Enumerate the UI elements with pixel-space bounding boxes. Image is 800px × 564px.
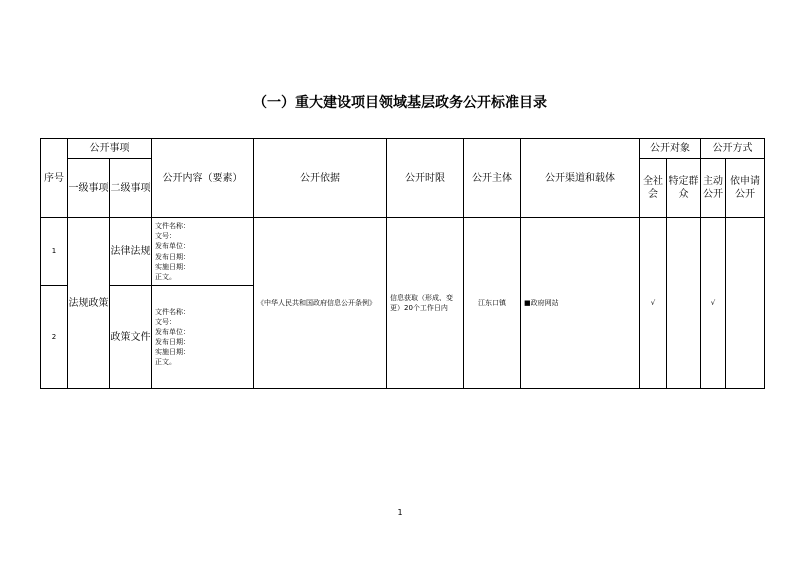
disclosure-catalog-table <box>40 138 765 389</box>
header-audience-all: 全社会 <box>640 159 667 218</box>
content-line: 正文。 <box>155 358 176 367</box>
row-time-limit: 信息获取（形成、变更）20个工作日内 <box>387 218 464 389</box>
header-method: 公开方式 <box>701 139 765 159</box>
content-line: 实施日期： <box>155 262 190 271</box>
header-level1: 一级事项 <box>68 159 110 218</box>
content-line: 发布单位： <box>155 327 190 336</box>
row-seq: 1 <box>41 218 68 286</box>
row-level2: 政策文件 <box>110 286 152 389</box>
row-level2: 法律法规 <box>110 218 152 286</box>
content-line: 文号： <box>155 232 176 241</box>
row-audience-specific <box>667 218 701 389</box>
content-lines <box>155 221 253 282</box>
header-content: 公开内容（要素） <box>152 139 254 218</box>
page-number: 1 <box>397 508 403 517</box>
header-method-request: 依申请公开 <box>726 159 765 218</box>
content-lines <box>155 307 253 368</box>
header-method-active: 主动公开 <box>701 159 726 218</box>
header-audience: 公开对象 <box>640 139 701 159</box>
content-line: 发布单位： <box>155 242 190 251</box>
row-level1: 法规政策 <box>68 218 110 389</box>
content-line: 实施日期： <box>155 348 190 357</box>
header-seq: 序号 <box>41 139 68 218</box>
row-seq: 2 <box>41 286 68 389</box>
content-line: 文件名称： <box>155 307 190 316</box>
content-line: 文件名称： <box>155 222 190 231</box>
header-audience-specific: 特定群众 <box>667 159 701 218</box>
row-subject: 江东口镇 <box>464 218 521 389</box>
page-title: （一）重大建设项目领域基层政务公开标准目录 <box>253 95 547 111</box>
row-audience-all: √ <box>640 218 667 389</box>
content-line: 发布日期： <box>155 252 190 261</box>
content-line: 文号： <box>155 317 176 326</box>
header-basis: 公开依据 <box>254 139 387 218</box>
row-channel: ■政府网站 <box>521 218 640 389</box>
row-content <box>152 218 254 286</box>
row-basis: 《中华人民共和国政府信息公开条例》 <box>254 218 387 389</box>
header-time-limit: 公开时限 <box>387 139 464 218</box>
header-channel: 公开渠道和载体 <box>521 139 640 218</box>
header-public-items: 公开事项 <box>68 139 152 159</box>
header-level2: 二级事项 <box>110 159 152 218</box>
content-line: 发布日期： <box>155 338 190 346</box>
row-method-request <box>726 218 765 389</box>
header-row-1 <box>41 139 765 159</box>
content-line: 正文。 <box>155 272 176 281</box>
table-row <box>41 218 765 286</box>
row-method-active: √ <box>701 218 726 389</box>
row-content <box>152 286 254 389</box>
header-subject: 公开主体 <box>464 139 521 218</box>
